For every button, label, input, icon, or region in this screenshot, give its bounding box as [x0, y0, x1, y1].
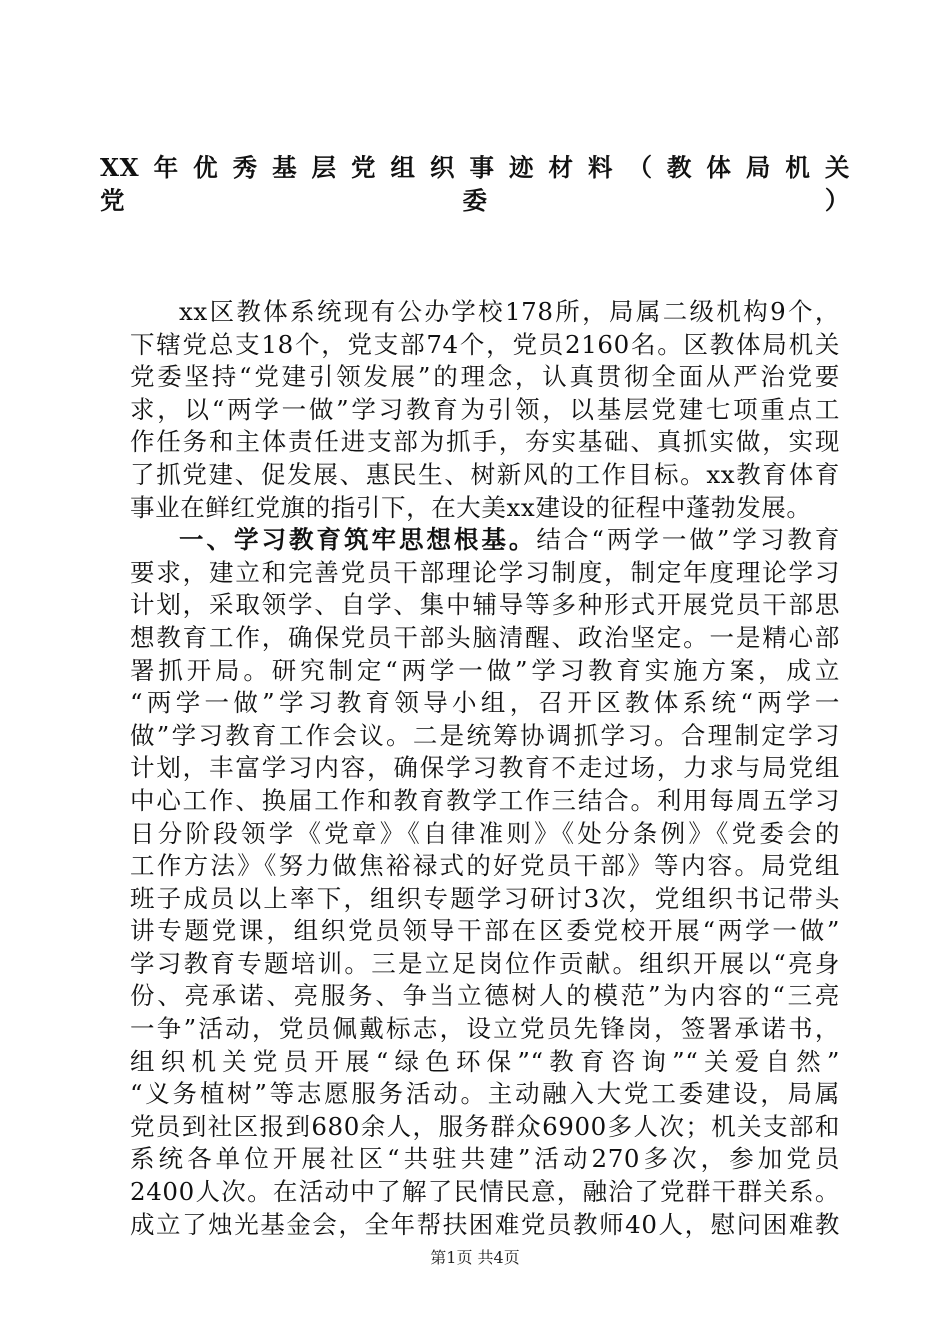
text-line: 党委坚持“党建引领发展”的理念，认真贯彻全面从严治党要 [130, 362, 840, 392]
text-line: 党员到社区报到680余人，服务群众6900多人次；机关支部和 [130, 1111, 840, 1141]
paragraph-study-education [130, 524, 840, 1241]
text-line: 计划，采取领学、自学、集中辅导等多种形式开展党员干部思 [130, 590, 840, 620]
text-line: “义务植树”等志愿服务活动。主动融入大党工委建设，局属 [130, 1079, 840, 1109]
text-line: 下辖党总支18个，党支部74个，党员2160名。区教体局机关 [130, 329, 840, 359]
page-number-footer: 第1页 共4页 [430, 1248, 520, 1267]
section-heading: 一、学习教育筑牢思想根基。 [179, 525, 537, 555]
text-span: 结合“两学一做”学习教育 [536, 525, 840, 555]
text-line: 工作方法》《努力做焦裕禄式的好党员干部》等内容。局党组 [130, 851, 840, 881]
text-line: 成立了烛光基金会，全年帮扶困难党员教师40人，慰问困难教 [130, 1209, 840, 1239]
text-line: 份、亮承诺、亮服务、争当立德树人的模范”为内容的“三亮 [130, 981, 840, 1011]
text-line: 做”学习教育工作会议。二是统筹协调抓学习。合理制定学习 [130, 720, 840, 750]
text-line: 2400人次。在活动中了解了民情民意，融洽了党群干群关系。 [130, 1177, 840, 1207]
text-line: 要求，建立和完善党员干部理论学习制度，制定年度理论学习 [130, 557, 840, 587]
text-line: 作任务和主体责任进支部为抓手，夯实基础、真抓实做，实现 [130, 427, 840, 457]
document-body [130, 296, 840, 1241]
text-line [130, 524, 840, 557]
title-line-1: XX年优秀基层党组织事迹材料（教体局机关 [100, 153, 850, 182]
text-line: 了抓党建、促发展、惠民生、树新风的工作目标。xx教育体育 [130, 459, 840, 489]
text-line: 组织机关党员开展“绿色环保”“教育咨询”“关爱自然” [130, 1046, 840, 1076]
text-line: “两学一做”学习教育领导小组，召开区教体系统“两学一 [130, 688, 840, 718]
text-line: 讲专题党课，组织党员领导干部在区委党校开展“两学一做” [130, 916, 840, 946]
text-line: 日分阶段领学《党章》《自律准则》《处分条例》《党委会的 [130, 818, 840, 848]
text-line: 系统各单位开展社区“共驻共建”活动270多次，参加党员 [130, 1144, 840, 1174]
text-line: 事业在鲜红党旗的指引下，在大美xx建设的征程中蓬勃发展。 [130, 492, 812, 522]
text-line: 想教育工作，确保党员干部头脑清醒、政治坚定。一是精心部 [130, 622, 840, 652]
title-line-2: 党委） [100, 185, 850, 215]
text-line: 一争”活动，党员佩戴标志，设立党员先锋岗，签署承诺书， [130, 1014, 840, 1044]
text-line: 计划，丰富学习内容，确保学习教育不走过场，力求与局党组 [130, 753, 840, 783]
text-line: 求，以“两学一做”学习教育为引领，以基层党建七项重点工 [130, 394, 840, 424]
text-line: 中心工作、换届工作和教育教学工作三结合。利用每周五学习 [130, 785, 840, 815]
text-line: 班子成员以上率下，组织专题学习研讨3次，党组织书记带头 [130, 883, 840, 913]
text-line: 署抓开局。研究制定“两学一做”学习教育实施方案，成立 [130, 655, 840, 685]
text-line: 学习教育专题培训。三是立足岗位作贡献。组织开展以“亮身 [130, 948, 840, 978]
paragraph-intro [130, 296, 840, 524]
text-line: xx区教体系统现有公办学校178所，局属二级机构9个， [179, 297, 840, 326]
document-title [100, 152, 850, 217]
